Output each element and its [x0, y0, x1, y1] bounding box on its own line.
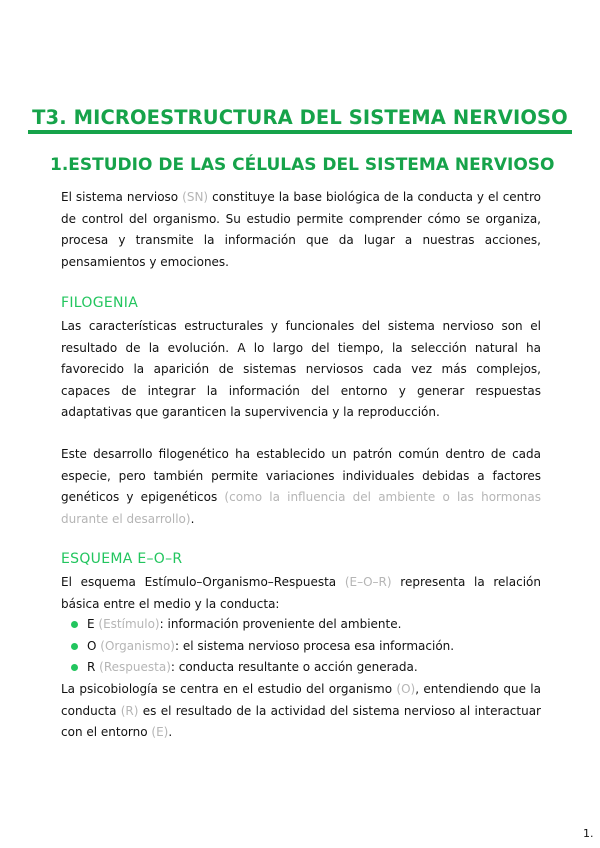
- item-desc: : conducta resultante o acción generada.: [170, 660, 418, 674]
- esquema-p2-g2: (R): [120, 703, 139, 718]
- item-desc: : el sistema nervioso procesa esa información.: [175, 638, 455, 653]
- esquema-p1-end: representa la relación básica entre el medio y la conducta:: [61, 575, 541, 611]
- intro-text-a: El sistema nervioso: [61, 190, 183, 204]
- item-term: (Organismo): [96, 638, 175, 653]
- intro-abbrev: (SN): [182, 190, 209, 204]
- item-term: (Respuesta): [95, 660, 171, 674]
- esquema-p2-g3: (E): [151, 725, 169, 739]
- esquema-paragraph-2: [61, 679, 541, 744]
- filogenia-paragraph-2: [61, 444, 541, 530]
- esquema-p1-abbrev: (E–O–R): [344, 575, 392, 589]
- esquema-p1-text: El esquema Estímulo–Organismo–Respuesta: [61, 575, 345, 589]
- list-item: [61, 614, 454, 636]
- filogenia-p2-note: (como la influencia del ambiente o las hormonas durante el desarrollo): [61, 490, 541, 526]
- bullet-icon: [71, 643, 78, 650]
- filogenia-heading: FILOGENIA: [61, 295, 139, 311]
- esquema-p2-c: es el resultado de la actividad del sistema nervioso al interactuar con el entorno: [61, 703, 541, 739]
- esquema-p2-d: .: [168, 725, 173, 739]
- page-number: 1.: [583, 827, 594, 840]
- esquema-heading: ESQUEMA E–O–R: [61, 551, 183, 567]
- bullet-icon: [71, 664, 78, 671]
- item-letter: O: [87, 638, 97, 653]
- item-term: (Estímulo): [94, 617, 160, 631]
- intro-paragraph: [61, 187, 541, 273]
- item-desc: : información proveniente del ambiente.: [159, 617, 402, 631]
- filogenia-p2-end: .: [190, 511, 195, 526]
- esquema-p2-b: , entendiendo que la conducta: [61, 682, 541, 718]
- esquema-paragraph-1: [61, 572, 541, 615]
- section-heading: 1.ESTUDIO DE LAS CÉLULAS DEL SISTEMA NERVIOSO: [50, 155, 555, 175]
- item-letter: E: [87, 617, 95, 631]
- page-title: [0, 106, 600, 134]
- filogenia-paragraph-1: Las características estructurales y funcionales del sistema nervioso son el resultado de la evolución. A lo largo del tiempo, la selección natural ha favorecido la aparición de sistemas nerviosos cada vez más complejos, capaces de integrar la información del entorno y generar respuestas adaptativas que garanticen la supervivencia y la reproducción.: [61, 319, 541, 419]
- intro-text-b: constituye la base biológica de la conducta y el centro de control del organismo. Su estudio permite comprender cómo se organiza, procesa y transmite la información que da lugar a nuestras acciones, pensamientos y emociones.: [61, 190, 541, 269]
- page-title-text: T3. MICROESTRUCTURA DEL SISTEMA NERVIOSO: [28, 107, 572, 134]
- eor-list: [61, 614, 454, 679]
- esquema-p2-g1: (O): [396, 682, 416, 696]
- list-item: [61, 636, 454, 658]
- item-letter: R: [87, 660, 96, 674]
- esquema-p2-a: La psicobiología se centra en el estudio del organismo: [61, 682, 397, 696]
- list-item: [61, 657, 454, 679]
- bullet-icon: [71, 621, 78, 628]
- filogenia-p2-text: Este desarrollo filogenético ha establecido un patrón común dentro de cada especie, pero también permite variaciones individuales debidas a factores genéticos y epigenéticos: [61, 447, 541, 504]
